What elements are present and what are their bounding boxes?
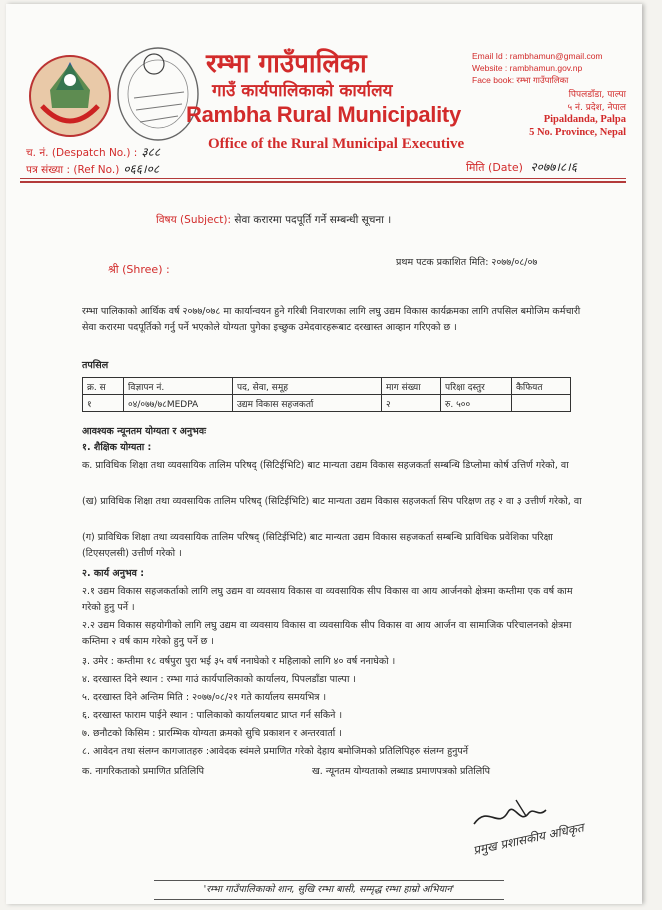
facebook: Face book: रम्भा गाउँपालिका (472, 75, 569, 85)
edu-item: (ख) प्राविधिक शिक्षा तथा व्यवसायिक तालिम परिषद् (सिटिईभिटि) बाट मान्यता उद्यम विकास सहजकर्ता सिप परिक्षण तह २ वा ३ उत्तीर्ण गरेको, वा (82, 496, 582, 507)
edu-item: क. प्राविधिक शिक्षा तथा व्यवसायिक तालिम परिषद् (सिटिईभिटि) बाट मान्यता उद्यम विकास सहजकर्ता सम्बन्धि डिप्लोमा कोर्ष उत्तिर्ण गरेको, वा (82, 460, 569, 471)
exp-item: ५. दरखास्त दिने अन्तिम मिति : २०७७/०८/२१ गते कार्यालय समयभित्र । (82, 692, 327, 703)
table-header: विज्ञापन नं. (124, 378, 233, 395)
exp-item: २.१ उद्यम विकास सहजकर्ताको लागि लघु उद्यम वा व्यवसाय विकास वा व्यवसायिक सीप विकास वा आय आर्जनको क्षेत्रमा कम्तीमा एक वर्ष काम गरेको हुनु पर्ने । (82, 586, 573, 613)
table-cell: उद्यम विकास सहजकर्ता (233, 395, 382, 412)
footer-slogan: 'रम्भा गाउँपालिकाको शान, सुखि रम्भा बासी, सम्मृद्ध रम्भा हाम्रो अभियान' (154, 880, 504, 900)
dispatch-label: च. नं. (Despatch No.) : (26, 147, 138, 159)
date-line (466, 158, 577, 175)
table-header: परिक्षा दस्तुर (441, 378, 512, 395)
website: Website : rambhamun.gov.np (472, 63, 583, 73)
office-name-np: गाउँ कार्यपालिकाको कार्यालय (212, 81, 393, 101)
intro-paragraph: रम्भा पालिकाको आर्थिक वर्ष २०७७/०७८ मा कार्यान्वयन हुने गरिबी निवारणका लागि लघु उद्यम विकास कार्यक्रमका लागि तपसिल बमोजिम कर्मचारी सेवा करारमा पदपूर्तिको गर्नु पर्ने भएकोले योग्यता पुगेका इच्छुक उमेदवारहरूबाट दरखास्त आव्हान गरिएको छ । (82, 306, 581, 333)
subject-text: सेवा करारमा पदपूर्ति गर्ने सम्बन्धी सूचना । (234, 214, 392, 226)
office-stamp-icon (114, 42, 202, 146)
address-np-2: ५ नं. प्रदेश, नेपाल (567, 102, 626, 113)
table-cell: रु. ५०० (441, 395, 512, 412)
date-label: मिति (Date) (466, 161, 523, 174)
vacancy-table (82, 377, 571, 412)
address-block (496, 89, 626, 139)
exp-item: ८. आवेदन तथा संलग्न कागजातहरु :आवेदक स्वंमले प्रमाणित गरेको देहाय बमोजिमको प्रतिलिपिहरु संलग्न हुनुपर्ने (82, 746, 469, 757)
letter-page (6, 4, 642, 904)
table-cell (512, 395, 571, 412)
email: Email Id : rambhamun@gmail.com (472, 51, 603, 61)
edu-item: (ग) प्राविधिक शिक्षा तथा व्यवसायिक तालिम परिषद् (सिटिईभिटि) बाट मान्यता उद्यम विकास सहजकर्ता सम्बन्धि प्राविधिक प्रवेशिका परिक्षा (टिएसएलसी) उत्तीर्ण गरेको । (82, 532, 553, 559)
shree-label: श्री (Shree) : (108, 263, 170, 276)
table-header-row (83, 378, 571, 395)
header-divider (20, 178, 626, 179)
ref-value: ०६६।०८ (123, 162, 160, 176)
table-cell: २ (382, 395, 441, 412)
subject-label: विषय (Subject): (156, 214, 232, 226)
exp-item: ७. छनौटको किसिम : प्रारम्भिक योग्यता क्रमको सुचि प्रकाशन र अन्तरवार्ता । (82, 728, 342, 739)
table-row (83, 395, 571, 412)
table-cell: ०४/०७७/७८MEDPA (124, 395, 233, 412)
requirements-heading: आवश्यक न्यूनतम योग्यता र अनुभवः (82, 426, 207, 437)
table-header: पद, सेवा, समूह (233, 378, 382, 395)
signer-title: प्रमुख प्रशासकीय अधिकृत (471, 820, 585, 858)
municipality-name-en: Rambha Rural Municipality (186, 102, 461, 127)
contact-block (472, 50, 603, 86)
address-en-2: 5 No. Province, Nepal (529, 126, 626, 138)
dispatch-value: ३८८ (141, 145, 161, 159)
exp-item: ६. दरखास्त फाराम पाईने स्थान : पालिकाको कार्यालयबाट प्राप्त गर्न सकिने । (82, 710, 343, 721)
municipality-name-np: रम्भा गाउँपालिका (206, 49, 367, 79)
edu-heading: १. शैक्षिक योग्यता : (82, 442, 152, 453)
office-name-en: Office of the Rural Municipal Executive (208, 136, 465, 152)
exp-item: ४. दरखास्त दिने स्थान : रम्भा गाउं कार्यपालिकाको कार्यालय, पिपलडाँडा पाल्पा । (82, 674, 357, 685)
publication-date: प्रथम पटक प्रकाशित मिति: २०७७/०८/०७ (396, 257, 538, 268)
header-divider-thick (20, 181, 626, 183)
address-np-1: पिपलडाँडा, पाल्पा (568, 90, 626, 100)
table-header: कैफियत (512, 378, 571, 395)
dispatch-block (26, 144, 160, 178)
attachment-a: क. नागरिकताको प्रमाणित प्रतिलिपि (82, 766, 205, 777)
table-header: क्र. स (83, 378, 124, 395)
exp-item: २.२ उद्यम विकास सहयोगीको लागि लघु उद्यम वा व्यवसाय विकास वा व्यवसायिक सीप विकास वा आय आर्जन वा सामाजिक परिचालनको क्षेत्रमा कम्तिमा २ वर्ष काम गरेको हुनु पर्ने छ । (82, 620, 572, 647)
nepal-emblem-icon (26, 50, 114, 140)
exp-item: ३. उमेर : कम्तीमा १८ वर्षपुरा पुरा भई ३५ वर्ष ननाघेको र महिलाको लागि ४० वर्ष ननाघेको । (82, 656, 396, 667)
address-en-1: Pipaldanda, Palpa (543, 114, 626, 125)
table-header: माग संख्या (382, 378, 441, 395)
subject-line (156, 213, 391, 227)
exp-heading: २. कार्य अनुभव : (82, 568, 145, 579)
tapsil-heading: तपसिल (82, 360, 109, 371)
ref-label: पत्र संख्या : (Ref No.) (26, 164, 120, 176)
table-cell: १ (83, 395, 124, 412)
attachment-b: ख. न्यूनतम योग्यताको लब्धाड प्रमाणपत्रको प्रतिलिपि (312, 766, 491, 777)
date-value: २०७७।८।६ (530, 160, 577, 174)
